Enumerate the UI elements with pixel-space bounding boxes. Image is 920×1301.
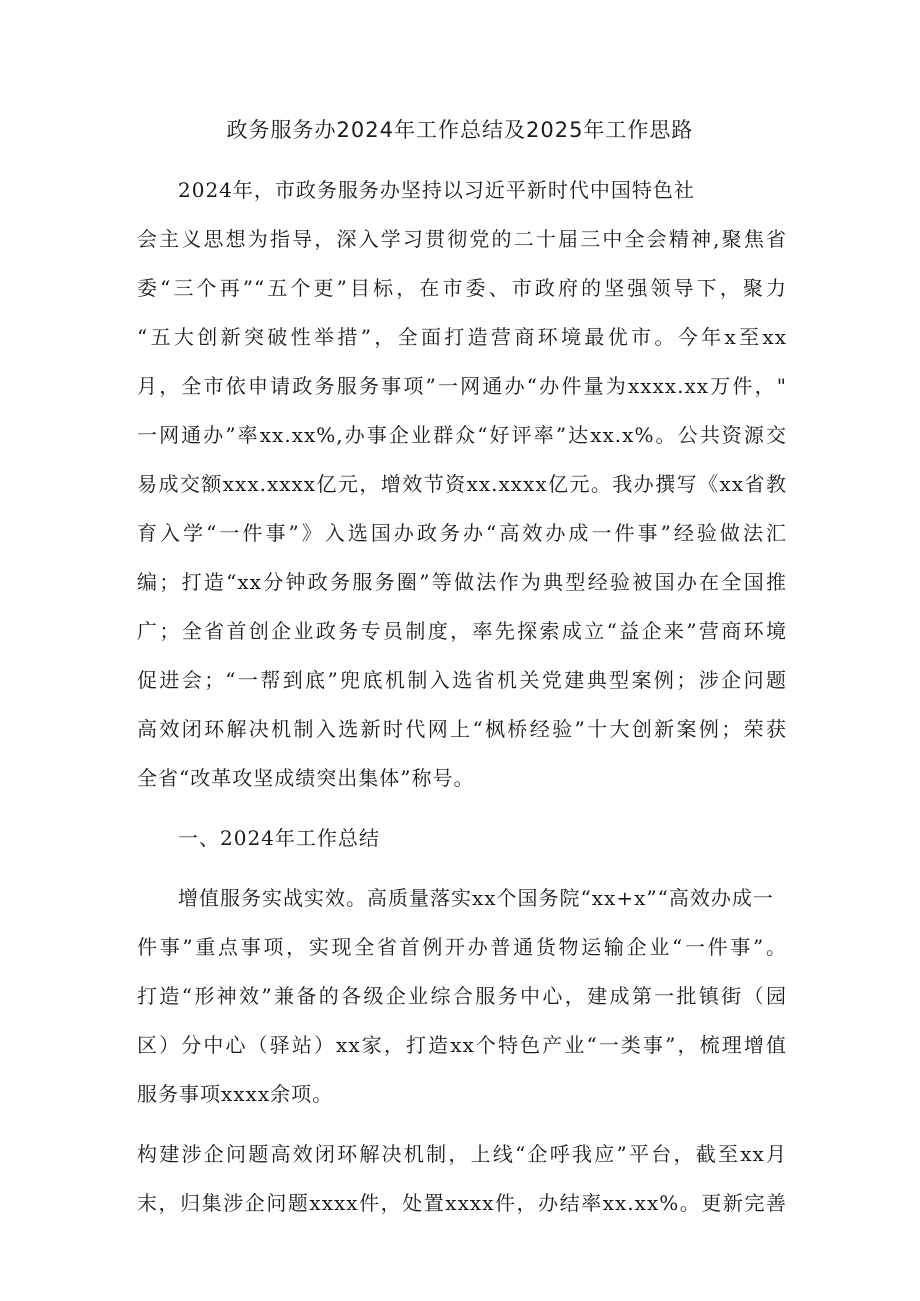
document-title: 政务服务办2024年工作总结及2025年工作思路	[226, 118, 694, 142]
paragraph-line: 育入学“一件事”》入选国办政务办“高效办成一件事”经验做法汇	[137, 521, 787, 545]
paragraph-line: 2024年，市政务服务办坚持以习近平新时代中国特色社	[178, 178, 695, 202]
paragraph-line: 区）分中心（驿站）xx家，打造xx个特色产业“一类事”，梳理增值	[137, 1033, 787, 1057]
paragraph-line: 服务事项xxxx余项。	[137, 1082, 334, 1106]
paragraph-line: 打造“形神效”兼备的各级企业综合服务中心，建成第一批镇街（园	[137, 984, 787, 1008]
paragraph-line: 会主义思想为指导，深入学习贯彻党的二十届三中全会精神,聚焦省	[137, 227, 787, 251]
paragraph-line: 全省“改革攻坚成绩突出集体”称号。	[137, 766, 475, 790]
paragraph-line: 高效闭环解决机制入选新时代网上“枫桥经验”十大创新案例；荣获	[137, 717, 787, 741]
paragraph-line: “五大创新突破性举措”，全面打造营商环境最优市。今年x至xx	[137, 325, 787, 349]
paragraph-line: 月，全市依申请政务服务事项”一网通办“办件量为xxxx.xx万件，"	[137, 374, 787, 398]
paragraph-line: 委“三个再”“五个更”目标，在市委、市政府的坚强领导下，聚力	[137, 276, 787, 300]
paragraph-line: 一网通办”率xx.xx%,办事企业群众“好评率”达xx.x%。公共资源交	[137, 423, 787, 447]
paragraph-line: 促进会；“一帮到底”兜底机制入选省机关党建典型案例；涉企问题	[137, 668, 787, 692]
paragraph-line: 构建涉企问题高效闭环解决机制，上线“企呼我应”平台，截至xx月	[137, 1142, 787, 1166]
paragraph-line: 广；全省首创企业政务专员制度，率先探索成立“益企来”营商环境	[137, 619, 787, 643]
paragraph-line: 编；打造“xx分钟政务服务圈”等做法作为典型经验被国办在全国推	[137, 570, 787, 594]
paragraph-line: 末，归集涉企问题xxxx件，处置xxxx件，办结率xx.xx%。更新完善	[137, 1191, 787, 1215]
paragraph-line: 件事”重点事项，实现全省首例开办普通货物运输企业“一件事”。	[137, 935, 787, 959]
paragraph-line: 增值服务实战实效。高质量落实xx个国务院“xx+x”“高效办成一	[178, 886, 774, 910]
paragraph-line: 易成交额xxx.xxxx亿元，增效节资xx.xxxx亿元。我办撰写《xx省教	[137, 472, 787, 496]
section-heading: 一、2024年工作总结	[178, 826, 380, 850]
